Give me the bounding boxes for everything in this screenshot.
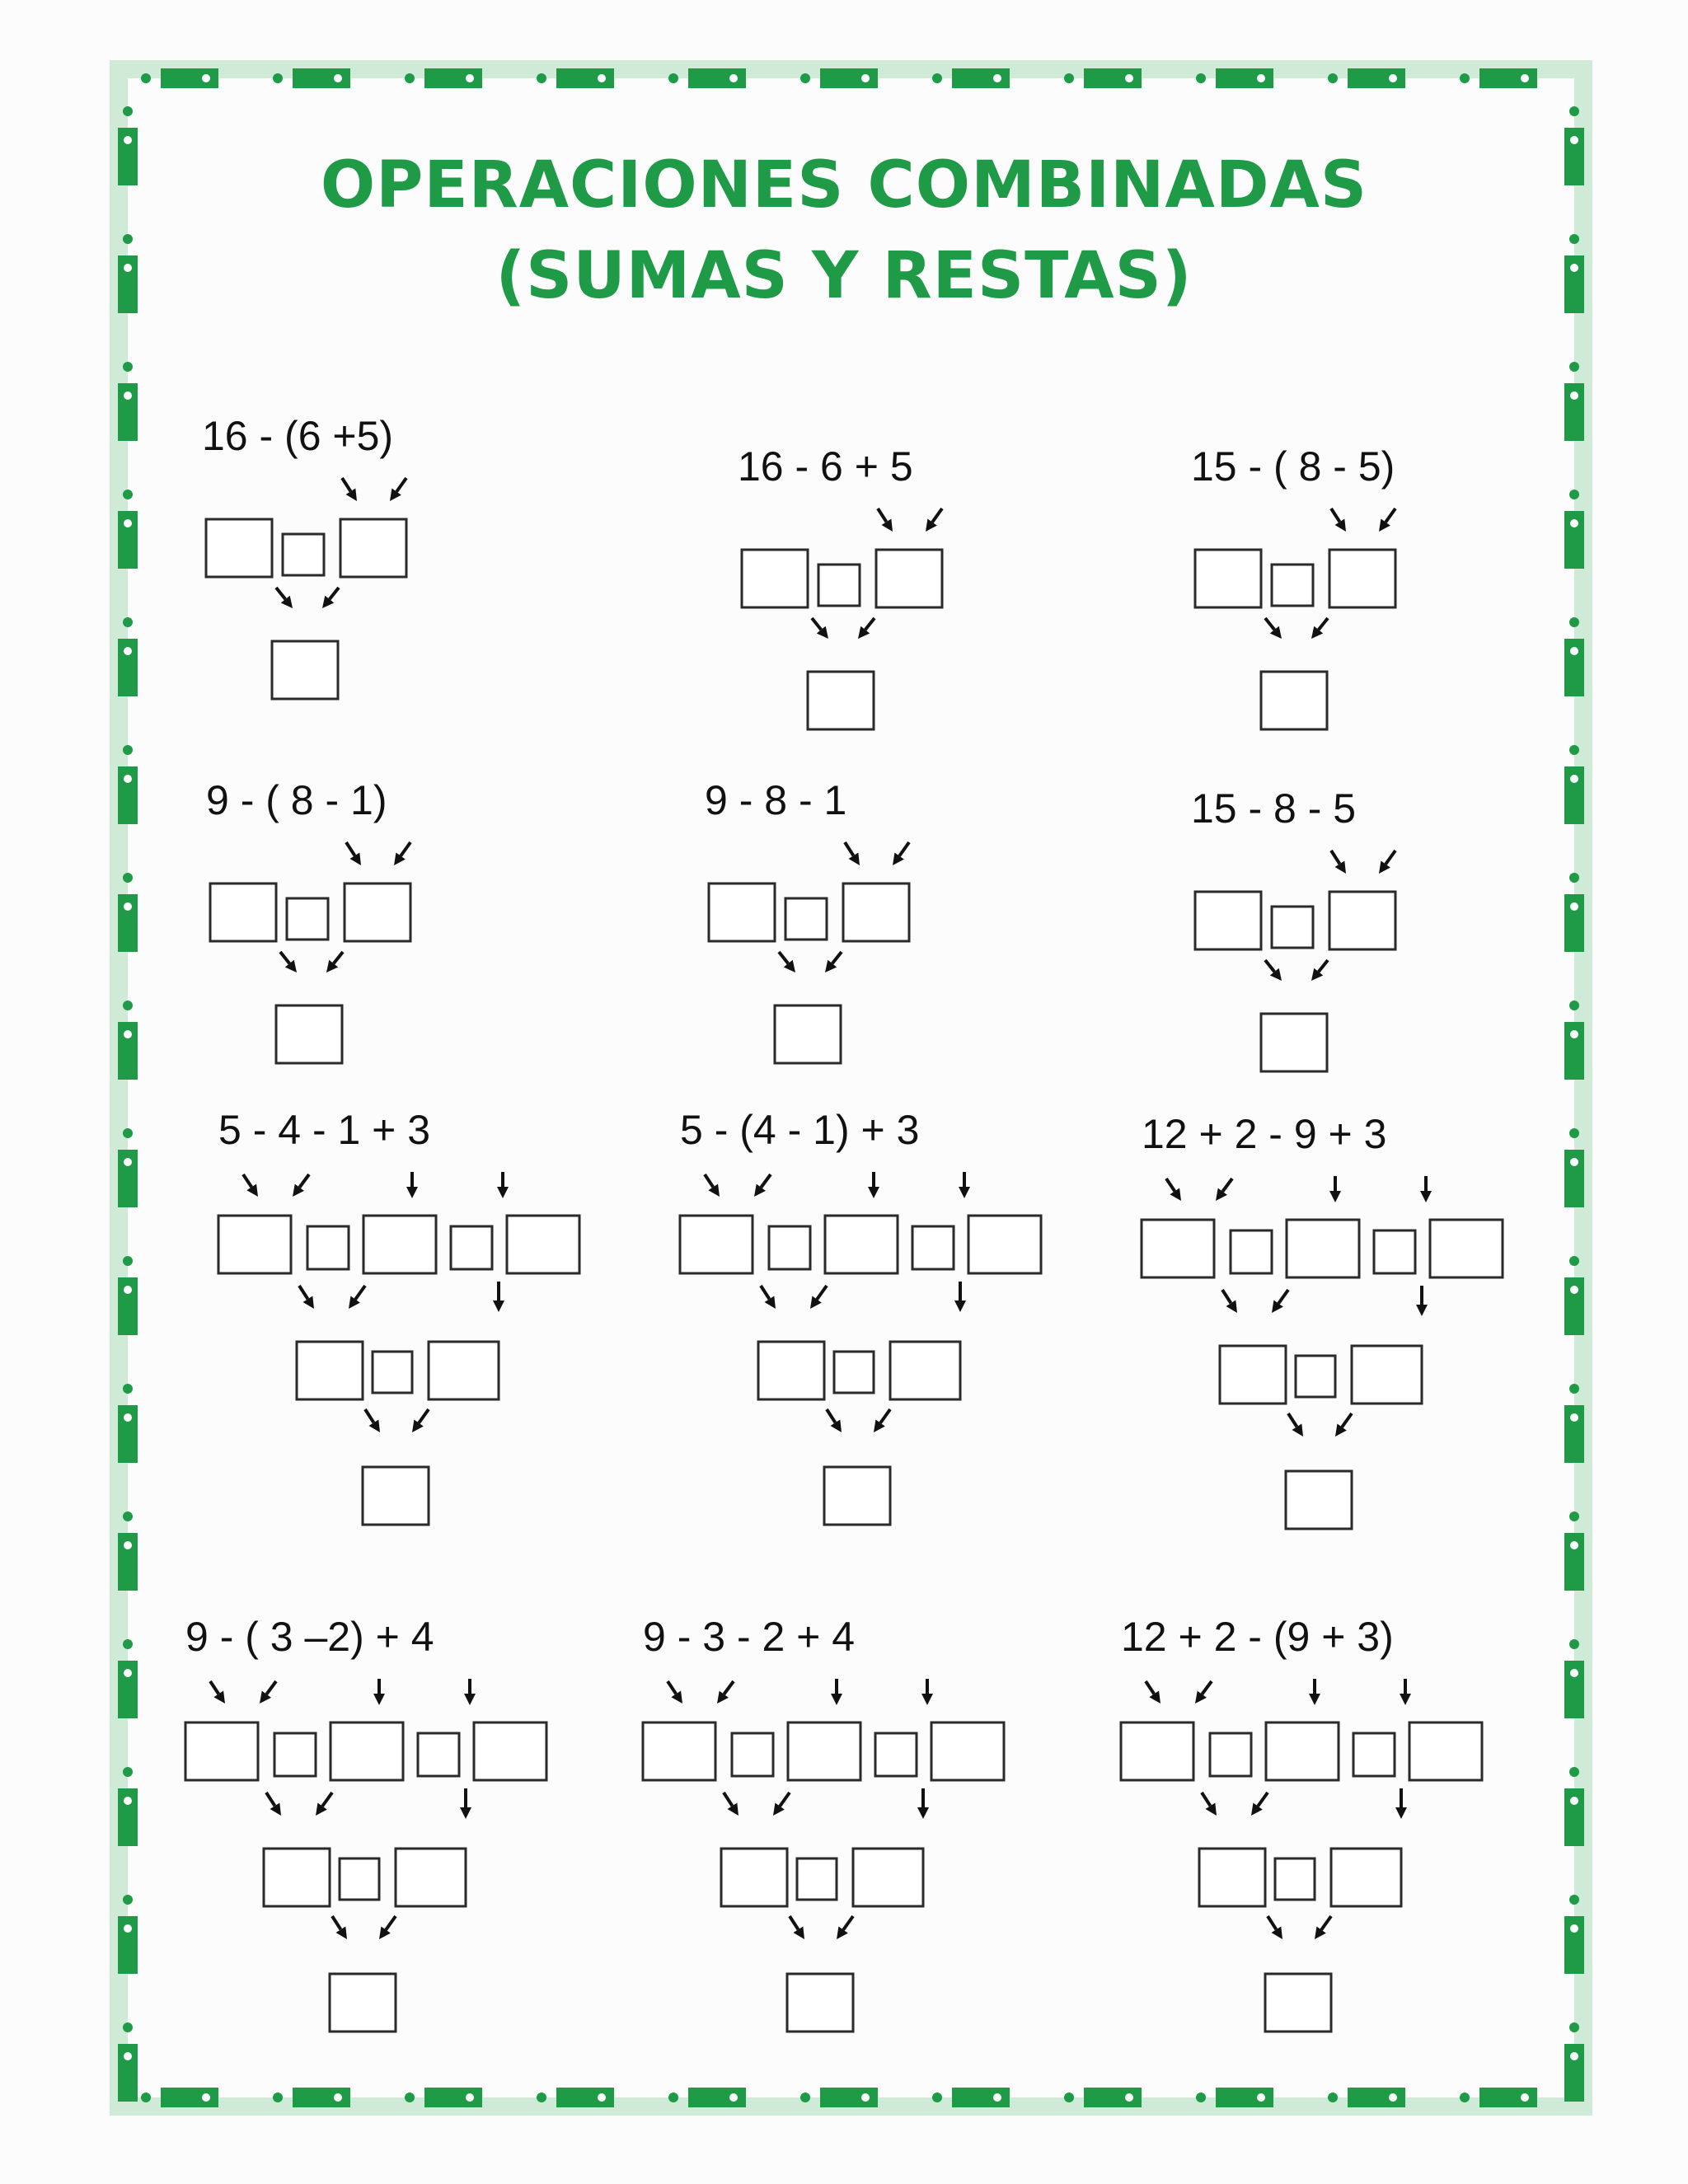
exercise-diagram [1142,1111,1504,1529]
exercise-diagram [202,413,416,699]
result-box[interactable] [1286,1471,1352,1529]
border-dot [993,74,1001,82]
answer-box[interactable] [1142,1220,1214,1277]
exercise [643,1614,1006,2032]
result-box[interactable] [824,1467,890,1525]
arrow [326,952,343,972]
arrow [379,1916,396,1939]
border-dot [123,1895,133,1905]
border-dot [1196,2093,1206,2102]
border-dot [1569,1767,1579,1777]
arrow [1379,509,1395,532]
arrow [790,1916,804,1939]
border-dot [334,74,342,82]
arrow [1216,1179,1232,1201]
border-dot [466,2093,474,2102]
border-dot [1328,2093,1338,2102]
border-dot [273,2093,283,2102]
answer-box[interactable] [507,1216,579,1273]
border-dot [124,519,132,527]
arrow [1195,1681,1212,1704]
answer-box[interactable] [264,1849,330,1906]
operator-box[interactable] [283,534,324,575]
border-dot [1460,2093,1470,2102]
border-dot [1569,1895,1579,1905]
arrow [724,1793,738,1816]
border-dot [668,73,678,83]
border-dot [1570,902,1578,911]
border-dot [598,74,606,82]
border-dot [1569,2022,1579,2032]
answer-box[interactable] [1430,1220,1503,1277]
answer-box[interactable] [1331,1849,1401,1906]
border-dot [1569,1511,1579,1521]
border-dot [932,73,942,83]
border-dot [1196,73,1206,83]
border-dot [1570,1286,1578,1294]
arrow [1331,851,1346,874]
arrow [1288,1413,1303,1436]
answer-box[interactable] [643,1722,715,1780]
expression-text: 9 - 3 - 2 + 4 [643,1614,856,1660]
border-dot [123,1639,133,1649]
border-dot [1125,74,1133,82]
arrow [1265,960,1282,981]
border-dot [124,1286,132,1294]
border-dot [123,1767,133,1777]
border-dot [668,2093,678,2102]
exercise [738,443,952,729]
answer-box[interactable] [968,1216,1041,1273]
arrow [837,1916,853,1939]
arrow [390,478,406,501]
result-box[interactable] [808,672,874,729]
arrow [1379,851,1395,874]
border-dot [932,2093,942,2102]
result-box[interactable] [363,1467,429,1525]
answer-box[interactable] [218,1216,291,1273]
border-dot [1570,519,1578,527]
border-dot [405,73,415,83]
arrow [868,1172,879,1198]
border-dot [202,74,210,82]
exercise-diagram [1121,1614,1484,2032]
result-box[interactable] [1265,1974,1331,2032]
operator-box[interactable] [307,1226,349,1269]
arrow [717,1681,734,1704]
answer-box[interactable] [1199,1849,1265,1906]
exercise [1121,1614,1484,2032]
border-dot [598,2093,606,2102]
arrow [954,1282,966,1312]
arrow [668,1681,682,1704]
answer-box[interactable] [853,1849,923,1906]
expression-text: 12 + 2 - (9 + 3) [1121,1614,1394,1660]
border-dot [123,873,133,883]
arrow [773,1793,790,1816]
operator-box[interactable] [732,1733,773,1776]
arrow [1146,1681,1160,1704]
border-dot [729,74,738,82]
arrow [825,952,842,972]
arrow [705,1174,720,1197]
answer-box[interactable] [1266,1722,1339,1780]
border-dot [1328,73,1338,83]
arrow [1315,1916,1331,1939]
arrow [754,1174,771,1197]
border-dot [124,1158,132,1166]
arrow [1335,1413,1352,1436]
arrow [346,842,361,865]
border-dot [124,136,132,144]
border-dot [1521,74,1529,82]
arrow [373,1679,385,1705]
answer-box[interactable] [1287,1220,1359,1277]
answer-box[interactable] [788,1722,860,1780]
result-box[interactable] [1261,672,1327,729]
expression-text: 16 - (6 +5) [202,413,394,459]
border-dot [124,902,132,911]
operator-box[interactable] [769,1226,810,1269]
expression-text: 15 - ( 8 - 5) [1191,443,1395,490]
answer-box[interactable] [825,1216,898,1273]
operator-box[interactable] [1231,1230,1272,1273]
expression-text: 9 - ( 8 - 1) [206,777,387,823]
arrow [831,1679,842,1705]
border-dot [123,2022,133,2032]
exercise-diagram [1191,785,1405,1071]
arrow [1311,618,1328,639]
operator-box[interactable] [340,1858,379,1900]
border-dot [124,2052,132,2060]
arrow [1329,1176,1341,1202]
border-dot [124,391,132,400]
operator-box[interactable] [287,898,328,940]
arrow [299,1286,314,1309]
arrow [243,1174,258,1197]
arrow [1331,509,1346,532]
border-dot [334,2093,342,2102]
arrow [342,478,357,501]
border-dot [1570,1413,1578,1422]
arrow [1268,1916,1282,1939]
border-dot [1569,1128,1579,1138]
arrow [1420,1176,1432,1202]
arrow [260,1681,276,1704]
result-box[interactable] [787,1974,853,2032]
answer-box[interactable] [340,519,406,577]
answer-box[interactable] [721,1849,787,1906]
border-dot [1569,873,1579,883]
operator-box[interactable] [373,1352,412,1393]
operator-box[interactable] [451,1226,492,1269]
arrow [394,842,410,865]
result-box[interactable] [330,1974,396,2032]
answer-box[interactable] [345,883,410,941]
border-dot [141,2093,151,2102]
operator-box[interactable] [418,1733,459,1776]
border-dot [124,1669,132,1677]
answer-box[interactable] [931,1722,1004,1780]
arrow [810,1286,827,1309]
answer-box[interactable] [1195,892,1261,949]
worksheet-title: OPERACIONES COMBINADAS [320,148,1368,223]
arrow [921,1679,933,1705]
arrow [280,952,297,972]
border-dot [1569,745,1579,755]
arrow [293,1174,309,1197]
arrow [332,1916,347,1939]
border-dot [124,647,132,655]
exercise-diagram [680,1107,1043,1525]
arrow [266,1793,281,1816]
border-dot [1569,362,1579,372]
border-dot [1521,2093,1529,2102]
border-dot [123,617,133,627]
answer-box[interactable] [331,1722,403,1780]
operator-box[interactable] [912,1226,954,1269]
arrow [210,1681,225,1704]
expression-text: 5 - (4 - 1) + 3 [680,1107,920,1153]
border-dot [1570,1541,1578,1549]
arrow [1400,1679,1411,1705]
expression-text: 9 - 8 - 1 [705,777,847,823]
arrow [497,1172,509,1198]
arrow [959,1172,970,1198]
border-dot [1389,74,1397,82]
result-box[interactable] [276,1005,342,1063]
exercise-diagram [738,443,952,729]
arrow [493,1282,504,1312]
exercise [705,777,919,1063]
border-dot [1569,1384,1579,1394]
border-dot [1569,106,1579,116]
answer-box[interactable] [210,883,276,941]
operator-box[interactable] [1296,1356,1335,1397]
border-dot [1569,1001,1579,1010]
arrow [316,1793,332,1816]
border-dot [1389,2093,1397,2102]
border-dot [537,73,546,83]
border-dot [1570,647,1578,655]
border-dot [1569,617,1579,627]
answer-box[interactable] [1220,1346,1286,1404]
exercise [218,1107,581,1525]
exercise-diagram [643,1614,1006,2032]
operator-box[interactable] [1272,907,1313,948]
answer-box[interactable] [396,1849,466,1906]
answer-box[interactable] [1409,1722,1482,1780]
border-dot [1569,490,1579,499]
border-dot [124,1413,132,1422]
worksheet-subtitle: (SUMAS Y RESTAS) [495,239,1193,313]
arrow [1311,960,1328,981]
border-dot [405,2093,415,2102]
border-dot [1257,74,1265,82]
arrow [412,1409,429,1432]
border-dot [537,2093,546,2102]
result-box[interactable] [775,1005,841,1063]
border-dot [202,2093,210,2102]
border-dot [124,1924,132,1933]
answer-box[interactable] [742,550,808,607]
answer-box[interactable] [1195,550,1261,607]
operator-box[interactable] [834,1352,874,1393]
arrow [1416,1286,1428,1316]
arrow [779,952,795,972]
arrow [1272,1290,1288,1313]
answer-box[interactable] [709,883,775,941]
operator-box[interactable] [875,1733,917,1776]
arrow [276,588,293,608]
border-dot [123,1511,133,1521]
exercise [1191,785,1405,1071]
border-dot [141,73,151,83]
arrow [874,1409,890,1432]
border-dot [993,2093,1001,2102]
arrow [1395,1788,1407,1819]
border-dot [1570,1924,1578,1933]
border-dot [1570,1158,1578,1166]
arrow [460,1788,471,1819]
border-dot [1064,2093,1074,2102]
answer-box[interactable] [876,550,942,607]
exercise [185,1614,548,2032]
operator-box[interactable] [274,1733,316,1776]
operator-box[interactable] [797,1858,837,1900]
arrow [827,1409,842,1432]
exercise [1191,443,1405,729]
answer-box[interactable] [758,1342,824,1399]
exercise [680,1107,1043,1525]
border-dot [123,1128,133,1138]
border-dot [123,1256,133,1266]
border-dot [1570,136,1578,144]
operator-box[interactable] [818,565,860,606]
answer-box[interactable] [890,1342,960,1399]
arrow [1166,1179,1181,1201]
border-dot [124,1030,132,1038]
border-dot [1569,1256,1579,1266]
border-dot [1570,1030,1578,1038]
border-dot [1570,391,1578,400]
border-dot [1460,73,1470,83]
arrow [878,509,893,532]
answer-box[interactable] [363,1216,436,1273]
answer-box[interactable] [843,883,909,941]
arrow [349,1286,365,1309]
exercise-diagram [206,777,420,1063]
arrow [893,842,909,865]
border-dot [123,490,133,499]
border-dot [1125,2093,1133,2102]
operator-box[interactable] [1374,1230,1415,1273]
arrow [464,1679,476,1705]
exercise [1142,1111,1504,1529]
border-dot [1064,73,1074,83]
expression-text: 9 - ( 3 –2) + 4 [185,1614,434,1660]
exercise [202,413,416,699]
border-dot [1569,1639,1579,1649]
result-box[interactable] [272,641,338,699]
border-dot [861,74,870,82]
exercise-diagram [218,1107,581,1525]
arrow [926,509,942,532]
border-dot [861,2093,870,2102]
border-dot [123,1001,133,1010]
exercise-diagram [705,777,919,1063]
border-dot [1570,1669,1578,1677]
border-dot [123,1384,133,1394]
operator-box[interactable] [1275,1858,1315,1900]
arrow [761,1286,776,1309]
border-dot [466,74,474,82]
border-dot [1570,1797,1578,1805]
answer-box[interactable] [1329,892,1395,949]
answer-box[interactable] [429,1342,499,1399]
exercise-diagram [1191,443,1405,729]
operator-box[interactable] [1353,1733,1395,1776]
arrow [1222,1290,1237,1313]
border-dot [123,362,133,372]
result-box[interactable] [1261,1014,1327,1071]
arrow [1202,1793,1217,1816]
border-dot [123,106,133,116]
border-dot [273,73,283,83]
border-dot [124,775,132,783]
operator-box[interactable] [785,898,827,940]
exercise-diagram [185,1614,548,2032]
arrow [322,588,339,608]
expression-text: 15 - 8 - 5 [1191,785,1357,832]
arrow [917,1788,929,1819]
answer-box[interactable] [1121,1722,1193,1780]
arrow [845,842,860,865]
answer-box[interactable] [1329,550,1395,607]
arrow [858,618,874,639]
border-dot [1570,2052,1578,2060]
operator-box[interactable] [1210,1733,1251,1776]
answer-box[interactable] [680,1216,753,1273]
border-dot [1570,775,1578,783]
answer-box[interactable] [297,1342,363,1399]
arrow [1251,1793,1268,1816]
operator-box[interactable] [1272,565,1313,606]
arrow [406,1172,418,1198]
border-dot [123,745,133,755]
arrow [365,1409,380,1432]
answer-box[interactable] [1352,1346,1422,1404]
answer-box[interactable] [474,1722,546,1780]
border-dot [124,1541,132,1549]
border-dot [124,1797,132,1805]
arrow [1309,1679,1320,1705]
answer-box[interactable] [206,519,272,577]
exercise [206,777,420,1063]
arrow [1265,618,1282,639]
expression-text: 12 + 2 - 9 + 3 [1142,1111,1387,1157]
expression-text: 16 - 6 + 5 [738,443,913,490]
expression-text: 5 - 4 - 1 + 3 [218,1107,431,1153]
border-dot [800,2093,810,2102]
border-dot [729,2093,738,2102]
arrow [812,618,828,639]
border-dot [1257,2093,1265,2102]
border-dot [800,73,810,83]
answer-box[interactable] [185,1722,258,1780]
